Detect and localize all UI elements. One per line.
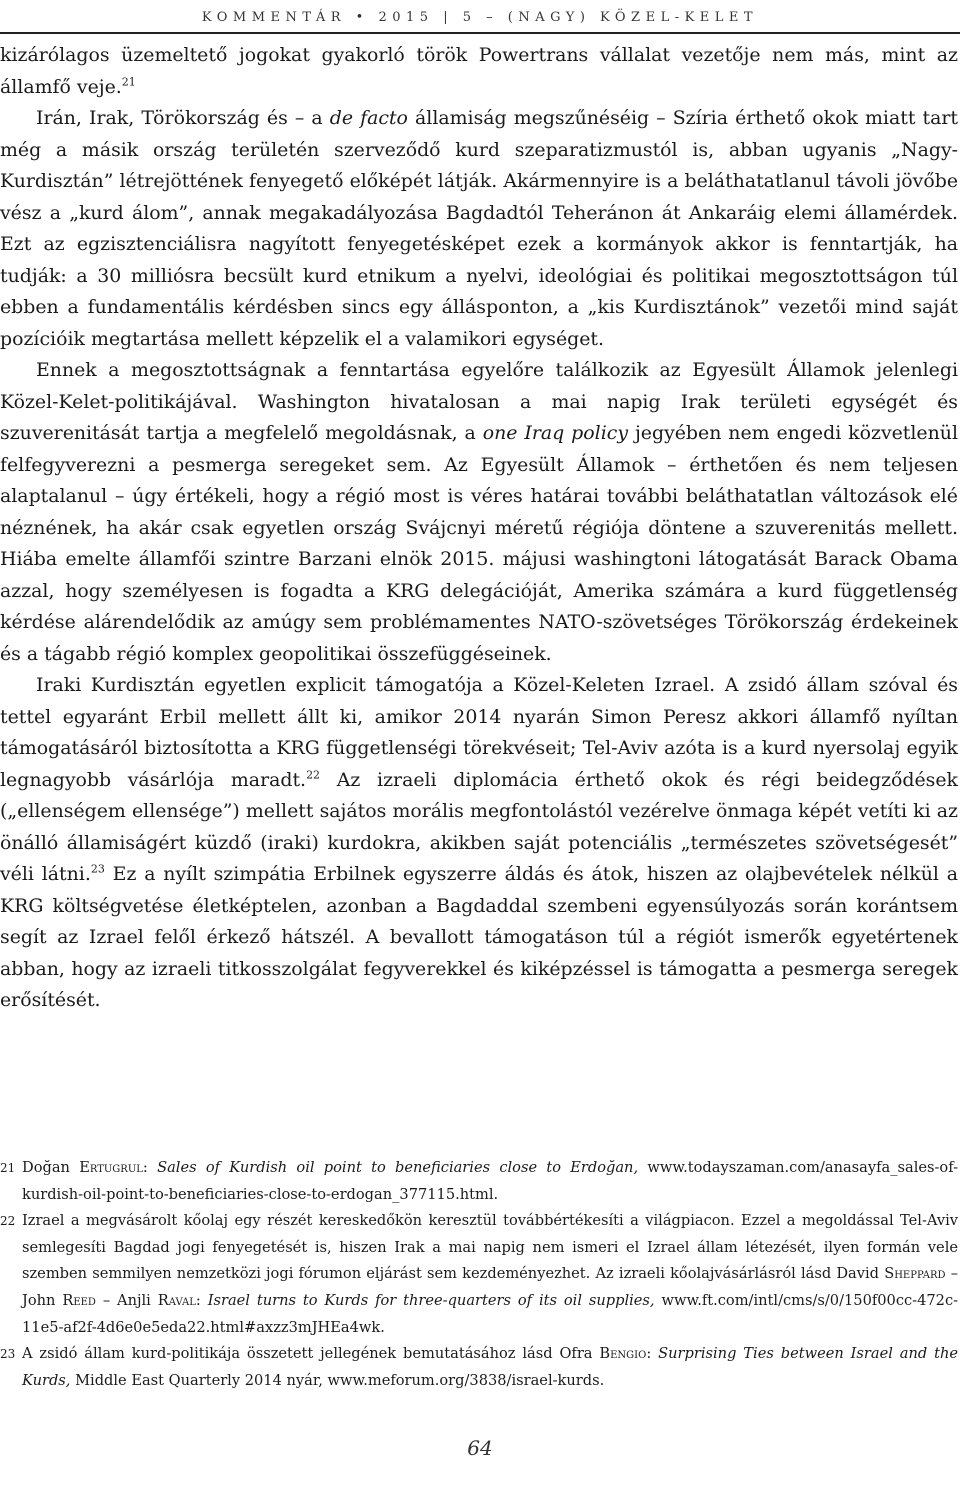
footnote-number: 23 — [0, 1347, 16, 1362]
paragraph-4-text-b: Az izraeli diplomácia érthető okok és régi beidegződések („ellenségem ellensége”) mellett sajátos morális megfontolástól vezérelve önmaga képét vetíti ki az önálló államiságért küzdő (iraki) kurdokra, akikben saját potenciális „természetes szövetségesét” véli látni. — [0, 768, 958, 885]
footnote-dash-1: – John — [22, 1265, 959, 1309]
footnote-author-2: Reed — [62, 1291, 96, 1309]
footnote-separator: : — [195, 1291, 201, 1309]
footnote-text — [22, 1208, 958, 1341]
article-body — [0, 40, 958, 1017]
footnote-dash-2: – Anjli — [102, 1291, 151, 1309]
footnote-ref-23[interactable]: 23 — [90, 862, 105, 876]
paragraph-3-text-a: Ennek a megosztottságnak a fenntartása egyelőre találkozik az Egyesült Államok jelenlegi Közel-Kelet-politikájával. Washington hivatalosan a mai napig Irak területi egységét és szuverenitását tartja a megfelelő megoldásnak, a — [0, 359, 958, 444]
footnote-url[interactable]: www.ft.com/intl/cms/s/0/150f00cc-472c-11e5-af2f-4d6e0e5eda22.html#axzz3mJHEa4wk. — [22, 1291, 959, 1336]
running-head-text: KOMMENTÁR • 2015 | 5 – (NAGY) KÖZEL-KELET — [201, 9, 759, 25]
paragraph-3-emphasis: one Iraq policy — [482, 422, 628, 444]
header-rule — [0, 32, 960, 34]
paragraph-3 — [0, 355, 958, 670]
footnote-number: 22 — [0, 1214, 16, 1229]
footnote-separator: : — [142, 1159, 148, 1176]
paragraph-2-text-b: államiság megszűnéséig – Szíria érthető okok miatt tart még a másik ország területén szerveződő kurd szeparatizmustól is, abban ugyanis „Nagy-Kurdisztán” létrejöttének fenyegető előképét látják. Akármennyire is a beláthatatlanul távoli jövőbe vész a „kurd álom”, annak megakadályozása Bagdadtól Teheránon át Ankaráig elemi államérdek. Ezt az egzisztenciálisra nagyított fenyegetésképet ezek a kormányok akkor is fenntartják, ha tudják: a 30 milliósra becsült kurd etnikum a nyelvi, ideológiai és politikai megosztottságon túl ebben a fundamentális kérdésben sincs egy állásponton, a „kis Kurdisztánok” vezetői mind saját pozícióik megtartása mellett képzelik el a valamikori egységet. — [0, 107, 958, 350]
paragraph-4 — [0, 670, 958, 1017]
paragraph-3-text-b: jegyében nem engedi közvetlenül felfegyverezni a pesmerga seregeket sem. Az Egyesült Államok – érthetően és nem teljesen alaptalanul – úgy értékeli, hogy a régió most is véres határai további beláthatatlan változások elé néznének, ha akár csak egyetlen ország Svájcnyi méretű régiója döntene a szuverenitás mellett. Hiába emelte államfői szintre Barzani elnök 2015. májusi washingtoni látogatását Barack Obama azzal, hogy személyesen is fogadta a KRG delegációját, Amerika számára a kurd függetlenség kérdése alárendelődik az amúgy sem problémamentes NATO-szövetséges Törökország érdekeinek és a tágabb régió komplex geopolitikai összefüggéseinek. — [0, 422, 958, 665]
footnote-author-last: Ertugrul — [79, 1159, 143, 1176]
footnote-ref-21[interactable]: 21 — [121, 74, 136, 88]
footnote-body: A zsidó állam kurd-politikája összetett jellegének bemutatásához lásd Ofra — [22, 1345, 593, 1363]
footnote-author: Bengio — [599, 1345, 647, 1363]
paragraph-2 — [0, 103, 958, 355]
paragraph-1-text: kizárólagos üzemeltető jogokat gyakorló török Powertrans vállalat vezetője nem más, mint az államfő veje. — [0, 44, 958, 98]
footnote-body: Izrael a megvásárolt kőolaj egy részét kereskedőkön keresztül továbbértékesíti a világpiacon. Ezzel a megoldással Tel-Aviv semlegesíti Bagdad jogi fenyegetését is, hiszen Irak a mai napig nem ismeri el Izrael állam létezését, ilyen formán vele szemben semmilyen nemzetközi jogi fórumon eljárást sem kezdeményezhet. Az izraeli kőolajvásárlásról lásd David — [22, 1212, 958, 1283]
paragraph-1 — [0, 40, 958, 103]
running-head — [0, 0, 960, 34]
footnote-author-first: Doğan — [22, 1159, 70, 1176]
footnote-author-1: Sheppard — [884, 1265, 946, 1283]
footnote-separator: : — [646, 1345, 652, 1363]
footnote-ref-22[interactable]: 22 — [306, 767, 321, 781]
footnote-21 — [0, 1155, 958, 1208]
footnote-title: Sales of Kurdish oil point to beneficiaries close to Erdoğan, — [157, 1159, 639, 1176]
page-number: 64 — [467, 1436, 493, 1460]
footnote-text — [22, 1341, 958, 1394]
footnotes — [0, 1155, 958, 1394]
footnote-23 — [0, 1341, 958, 1394]
footnote-source[interactable]: Middle East Quarterly 2014 nyár, www.meforum.org/3838/israel-kurds. — [75, 1371, 605, 1389]
footnote-number: 21 — [0, 1161, 16, 1175]
footnote-text — [22, 1155, 958, 1208]
paragraph-2-text-a: Irán, Irak, Törökország és – a — [36, 107, 323, 129]
paragraph-4-text-a: Iraki Kurdisztán egyetlen explicit támogatója a Közel-Keleten Izrael. A zsidó állam szóval és tettel egyaránt Erbil mellett állt ki, amikor 2014 nyarán Simon Peresz akkori államfő nyíltan támogatásáról biztosította a KRG függetlenségi törekvéseit; Tel-Aviv azóta is a kurd nyersolaj egyik legnagyobb vásárlója maradt. — [0, 674, 958, 791]
paragraph-4-text-c: Ez a nyílt szimpátia Erbilnek egyszerre áldás és átok, hiszen az olajbevételek nélkül a KRG költségvetése életképtelen, azonban a Bagdaddal szembeni egyensúlyozás során korántsem segít az Izrael felől érkező hátszél. A bevallott támogatáson túl a régiót ismerők egyetértenek abban, hogy az izraeli titkosszolgálat fegyverekkel és kiképzéssel is támogatta a pesmerga seregek erősítését. — [0, 863, 958, 1011]
footnote-url[interactable]: www.todayszaman.com/anasayfa_sales-of-kurdish-oil-point-to-beneficiaries-close-to-erdogan_377115.html. — [22, 1159, 959, 1203]
footnote-title: Surprising Ties between Israel and the Kurds, — [22, 1345, 959, 1389]
footnote-author-3: Raval — [157, 1291, 196, 1309]
footnote-title: Israel turns to Kurds for three-quarters of its oil supplies, — [207, 1291, 655, 1309]
paragraph-2-emphasis: de facto — [329, 107, 408, 129]
footnote-22 — [0, 1208, 958, 1341]
